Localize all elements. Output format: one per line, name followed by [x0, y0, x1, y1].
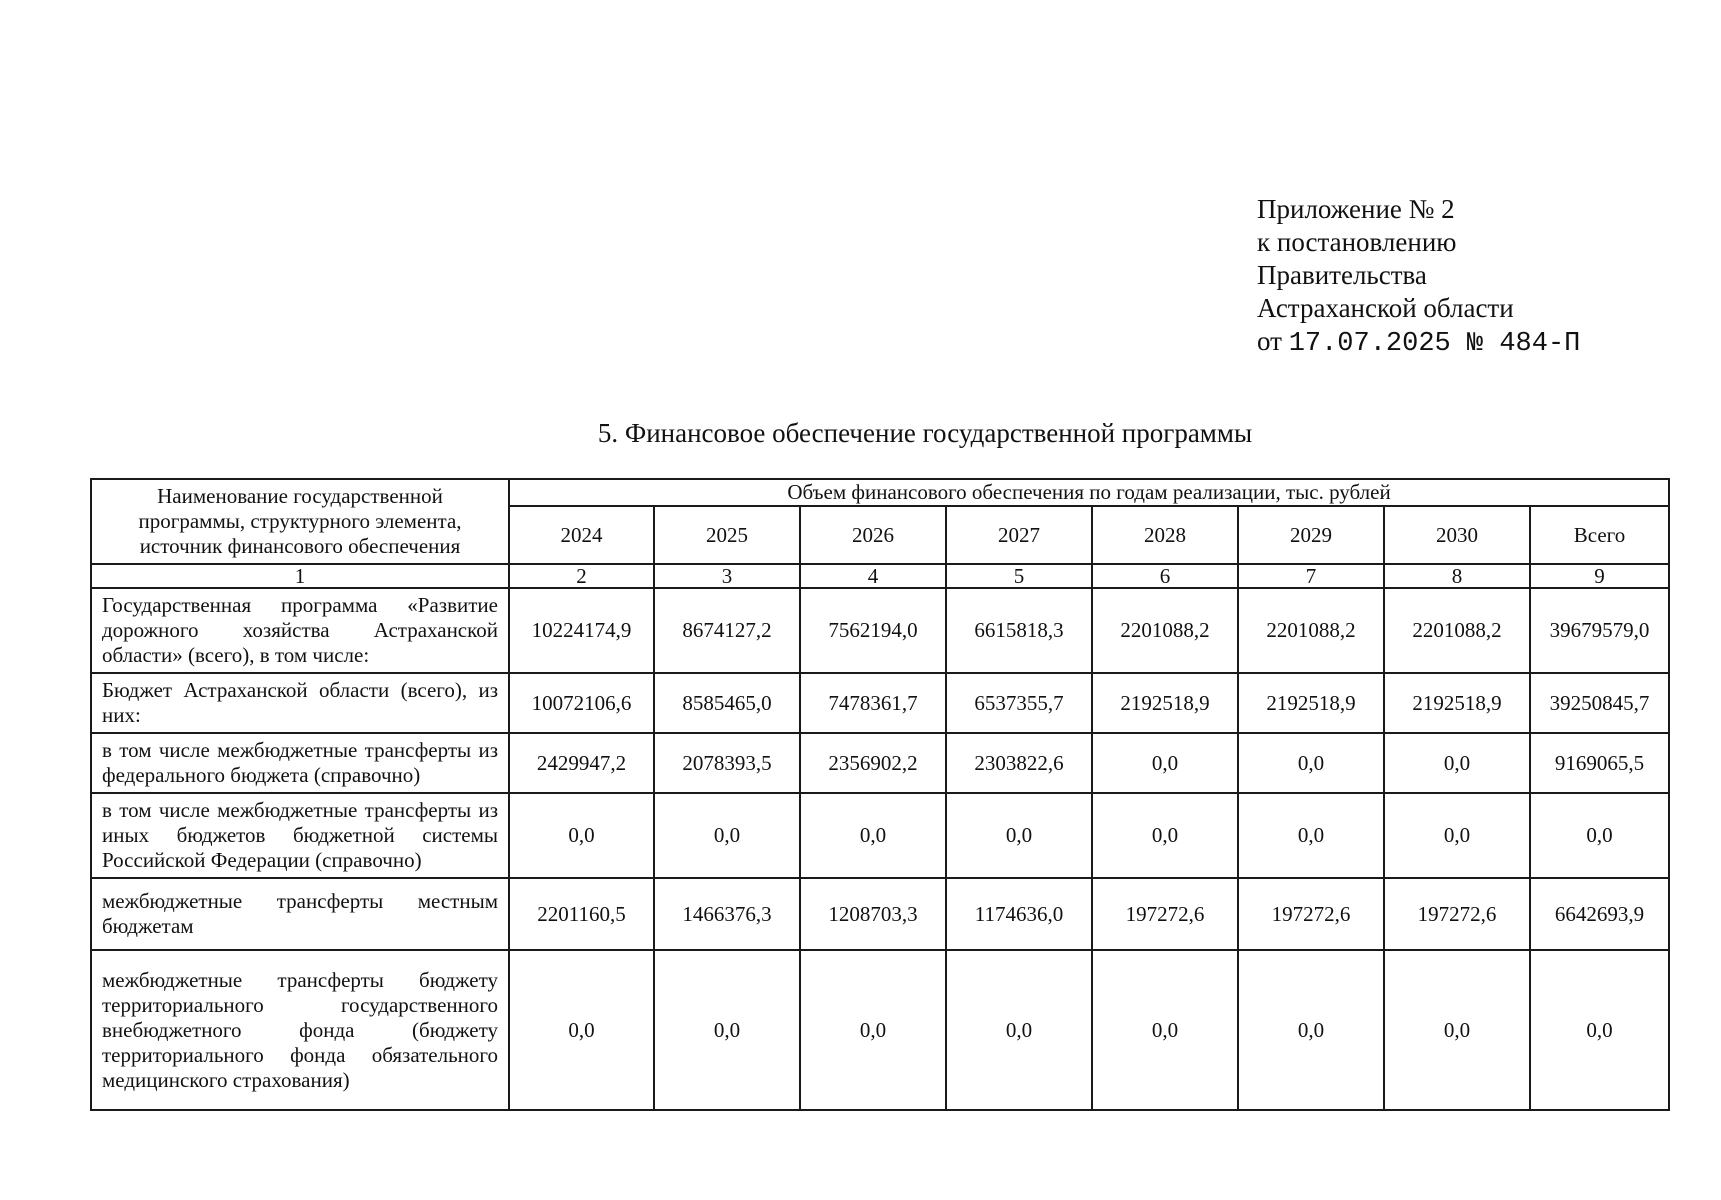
row-value-cell: 8585465,0 — [654, 673, 800, 733]
column-number-row — [91, 564, 1669, 588]
row-value-cell: 0,0 — [1092, 950, 1238, 1110]
row-value-cell: 7478361,7 — [800, 673, 946, 733]
row-name: в том числе межбюджетные трансферты из федерального бюджета (справочно) — [91, 733, 509, 793]
table-row — [91, 950, 1669, 1110]
row-total-cell: 6642693,9 — [1530, 878, 1669, 950]
name-column-header: Наименование государственной программы, структурного элемента, источник финансового обеспечения — [91, 479, 509, 564]
row-name: Бюджет Астраханской области (всего), из них: — [91, 673, 509, 733]
row-value-cell: 10224174,9 — [509, 588, 654, 673]
row-total-cell: 39250845,7 — [1530, 673, 1669, 733]
table-row — [91, 793, 1669, 878]
appendix-line-5 — [1257, 325, 1580, 361]
column-number: 8 — [1384, 564, 1530, 588]
row-value-cell: 0,0 — [800, 793, 946, 878]
volume-header: Объем финансового обеспечения по годам реализации, тыс. рублей — [509, 479, 1669, 506]
column-number: 1 — [91, 564, 509, 588]
row-value-cell: 0,0 — [509, 793, 654, 878]
row-value-cell: 0,0 — [1092, 733, 1238, 793]
finance-table — [90, 478, 1670, 1111]
appendix-line-1: Приложение № 2 — [1257, 194, 1455, 224]
table-row — [91, 733, 1669, 793]
appendix-line-3: Правительства — [1257, 260, 1427, 290]
row-total-cell: 0,0 — [1530, 793, 1669, 878]
column-number: 3 — [654, 564, 800, 588]
row-value-cell: 2201088,2 — [1092, 588, 1238, 673]
row-value-cell: 0,0 — [654, 950, 800, 1110]
row-value-cell: 1208703,3 — [800, 878, 946, 950]
row-value-cell: 2192518,9 — [1238, 673, 1384, 733]
column-number: 7 — [1238, 564, 1384, 588]
row-value-cell: 0,0 — [1384, 733, 1530, 793]
row-name: Государственная программа «Развитие дорожного хозяйства Астраханской области» (всего), в том числе: — [91, 588, 509, 673]
row-value-cell: 0,0 — [1384, 793, 1530, 878]
row-value-cell: 1174636,0 — [946, 878, 1092, 950]
row-value-cell: 7562194,0 — [800, 588, 946, 673]
row-value-cell: 2201088,2 — [1384, 588, 1530, 673]
row-value-cell: 0,0 — [800, 950, 946, 1110]
table-row — [91, 588, 1669, 673]
row-value-cell: 2303822,6 — [946, 733, 1092, 793]
table-row — [91, 878, 1669, 950]
year-header-2024: 2024 — [509, 506, 654, 564]
row-total-cell: 0,0 — [1530, 950, 1669, 1110]
year-header-2029: 2029 — [1238, 506, 1384, 564]
appendix-line-4: Астраханской области — [1257, 293, 1514, 323]
row-value-cell: 10072106,6 — [509, 673, 654, 733]
year-header-2028: 2028 — [1092, 506, 1238, 564]
row-name: межбюджетные трансферты бюджету территориального государственного внебюджетного фонда (бюджету территориального фонда обязательного медицинского страхования) — [91, 950, 509, 1110]
row-value-cell: 2192518,9 — [1092, 673, 1238, 733]
row-name: межбюджетные трансферты местным бюджетам — [91, 878, 509, 950]
table-row — [91, 673, 1669, 733]
row-value-cell: 2201088,2 — [1238, 588, 1384, 673]
year-header-2026: 2026 — [800, 506, 946, 564]
row-value-cell: 0,0 — [654, 793, 800, 878]
row-value-cell: 197272,6 — [1092, 878, 1238, 950]
year-header-2025: 2025 — [654, 506, 800, 564]
row-value-cell: 6615818,3 — [946, 588, 1092, 673]
row-value-cell: 2201160,5 — [509, 878, 654, 950]
row-value-cell: 0,0 — [1092, 793, 1238, 878]
row-value-cell: 0,0 — [946, 950, 1092, 1110]
column-number: 4 — [800, 564, 946, 588]
total-header: Всего — [1530, 506, 1669, 564]
row-value-cell: 8674127,2 — [654, 588, 800, 673]
row-value-cell: 2356902,2 — [800, 733, 946, 793]
column-number: 6 — [1092, 564, 1238, 588]
row-name: в том числе межбюджетные трансферты из иных бюджетов бюджетной системы Российской Федерации (справочно) — [91, 793, 509, 878]
year-header-2030: 2030 — [1384, 506, 1530, 564]
row-value-cell: 197272,6 — [1238, 878, 1384, 950]
row-value-cell: 0,0 — [1238, 733, 1384, 793]
year-header-2027: 2027 — [946, 506, 1092, 564]
row-total-cell: 9169065,5 — [1530, 733, 1669, 793]
row-value-cell: 2192518,9 — [1384, 673, 1530, 733]
row-value-cell: 0,0 — [1238, 793, 1384, 878]
appendix-prefix: от — [1257, 326, 1282, 356]
row-value-cell: 197272,6 — [1384, 878, 1530, 950]
resolution-number: 17.07.2025 № 484-П — [1288, 329, 1581, 359]
row-value-cell: 0,0 — [1238, 950, 1384, 1110]
row-value-cell: 2078393,5 — [654, 733, 800, 793]
row-value-cell: 0,0 — [1384, 950, 1530, 1110]
row-value-cell: 1466376,3 — [654, 878, 800, 950]
row-total-cell: 39679579,0 — [1530, 588, 1669, 673]
row-value-cell: 2429947,2 — [509, 733, 654, 793]
row-value-cell: 0,0 — [509, 950, 654, 1110]
column-number: 9 — [1530, 564, 1669, 588]
row-value-cell: 0,0 — [946, 793, 1092, 878]
document-title: 5. Финансовое обеспечение государственной программы — [597, 418, 1253, 448]
column-number: 2 — [509, 564, 654, 588]
appendix-line-2: к постановлению — [1257, 227, 1457, 257]
row-value-cell: 6537355,7 — [946, 673, 1092, 733]
column-number: 5 — [946, 564, 1092, 588]
appendix-block — [1257, 193, 1580, 361]
